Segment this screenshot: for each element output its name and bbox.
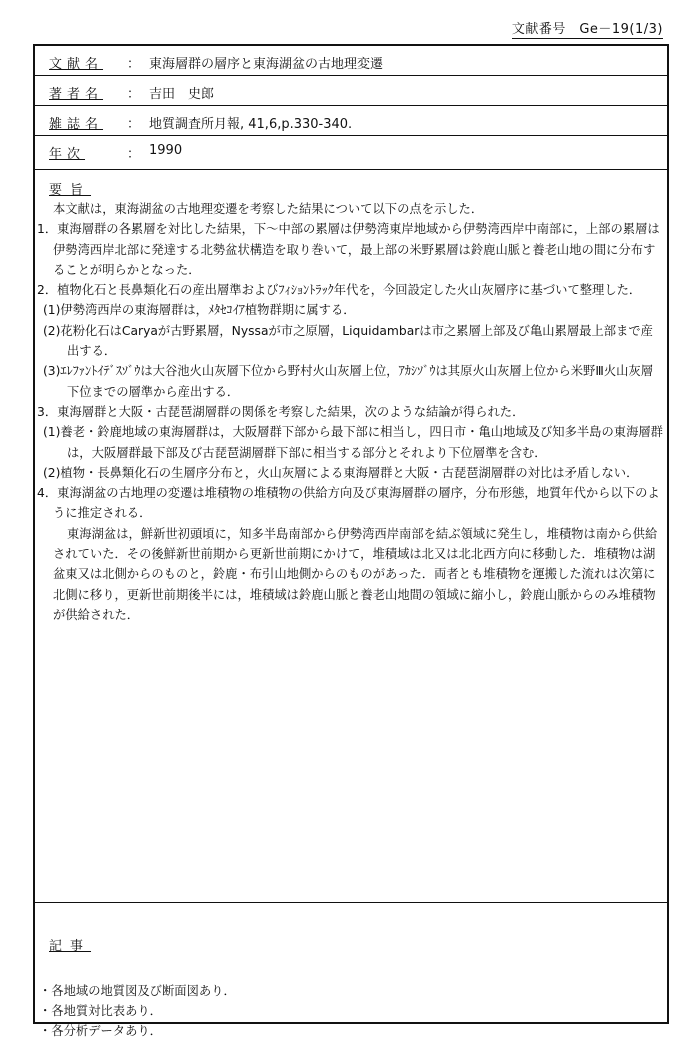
summary-paragraph: (1)伊勢湾西岸の東海層群は，ﾒﾀｾｺｲｱ植物群期に属する． — [43, 303, 356, 318]
year-colon: ： — [127, 147, 141, 162]
summary-body — [37, 199, 665, 625]
document-frame — [33, 44, 669, 1038]
summary-paragraph: 3．東海層群と大阪・古琵琶湖層群の関係を考察した結果，次のような結論が得られた． — [37, 404, 525, 419]
notes-item: ・各地域の地質図及び断面図あり． — [39, 984, 236, 998]
author-row — [35, 76, 667, 106]
journal-value: 地質調査所月報, 41,6,p.330-340. — [149, 117, 353, 132]
author-colon: ： — [127, 87, 141, 102]
summary-heading: 要旨 — [49, 183, 92, 198]
journal-label: 雑誌名 — [49, 117, 104, 132]
title-value: 東海層群の層序と東海湖盆の古地理変遷 — [149, 57, 384, 72]
journal-row — [35, 106, 667, 136]
notes-item: ・各分析データあり． — [39, 1024, 162, 1038]
summary-paragraph: (2)植物・長鼻類化石の生層序分布と，火山灰層による東海層群と大阪・古琵琶湖層群の対比は矛盾しない． — [43, 465, 639, 480]
document-number: 文献番号 Ge－19(1/3) — [512, 18, 663, 39]
summary-paragraph: 東海湖盆は，鮮新世初頭頃に，知多半島南部から伊勢湾西岸南部を結ぶ領域に発生し，堆積物は南から供給されていた．その後鮮新世前期から更新世前期にかけて，堆積域は北又は北北西方向に移動した．堆積物は湖盆東又は北側からのものと，鈴鹿・布引山地側からのものがあった．両者とも堆積物を運搬した流れは次第に北側に移り，更新世前期後半には，堆積域は鈴鹿山脈と養老山地間の領域に縮小し，鈴鹿山脈からのみ堆積物が供給された． — [53, 526, 658, 622]
title-colon: ： — [127, 57, 141, 72]
year-row — [35, 136, 667, 170]
year-label: 年次 — [49, 147, 86, 162]
summary-paragraph: (1)養老・鈴鹿地域の東海層群は，大阪層群下部から最下部に相当し，四日市・亀山地域及び知多半島の東海層群は，大阪層群最下部及び古琵琶湖層群下部に相当する部分とそれより下位層準を含む． — [43, 425, 663, 460]
title-row — [35, 46, 667, 76]
summary-paragraph: 2．植物化石と長鼻類化石の産出層準およびﾌｨｼｮﾝﾄﾗｯｸ年代を，今回設定した火山灰層序に基づいて整理した． — [37, 283, 642, 298]
summary-paragraph: 1．東海層群の各累層を対比した結果，下～中部の累層は伊勢湾東岸地域から伊勢湾西岸中南部に，上部の累層は伊勢湾西岸北部に発達する北勢盆状構造を取り巻いて，最上部の米野累層は鈴鹿山脈と養老山地の間に分布することが明らかとなった． — [37, 222, 660, 277]
author-label: 著者名 — [49, 87, 104, 102]
summary-paragraph: (3)ｴﾚﾌｧﾝﾄｲﾃﾞｽｿﾞｳは大谷池火山灰層下位から野村火山灰層上位，ｱｶｼｿﾞｳは其原火山灰層上位から米野Ⅲ火山灰層下位までの層準から産出する． — [43, 364, 654, 399]
journal-colon: ： — [127, 117, 141, 132]
notes-heading: 記事 — [49, 939, 92, 954]
year-value: 1990 — [149, 143, 183, 158]
title-label: 文献名 — [49, 57, 104, 72]
notes-section — [35, 903, 667, 1038]
summary-paragraph: 4．東海湖盆の古地理の変遷は堆積物の堆積物の供給方向及び東海層群の層序，分布形態，地質年代から以下のように推定される． — [37, 486, 660, 521]
notes-list — [39, 981, 236, 1041]
notes-item: ・各地質対比表あり． — [39, 1004, 162, 1018]
author-value: 吉田 史郎 — [149, 87, 215, 102]
summary-section — [35, 170, 667, 903]
summary-paragraph: 本文献は，東海湖盆の古地理変遷を考察した結果について以下の点を示した． — [53, 202, 484, 216]
summary-paragraph: (2)花粉化石はCaryaが古野累層，Nyssaが市之原層，Liquidambarは市之累層上部及び亀山累層最上部まで産出する． — [43, 323, 653, 359]
